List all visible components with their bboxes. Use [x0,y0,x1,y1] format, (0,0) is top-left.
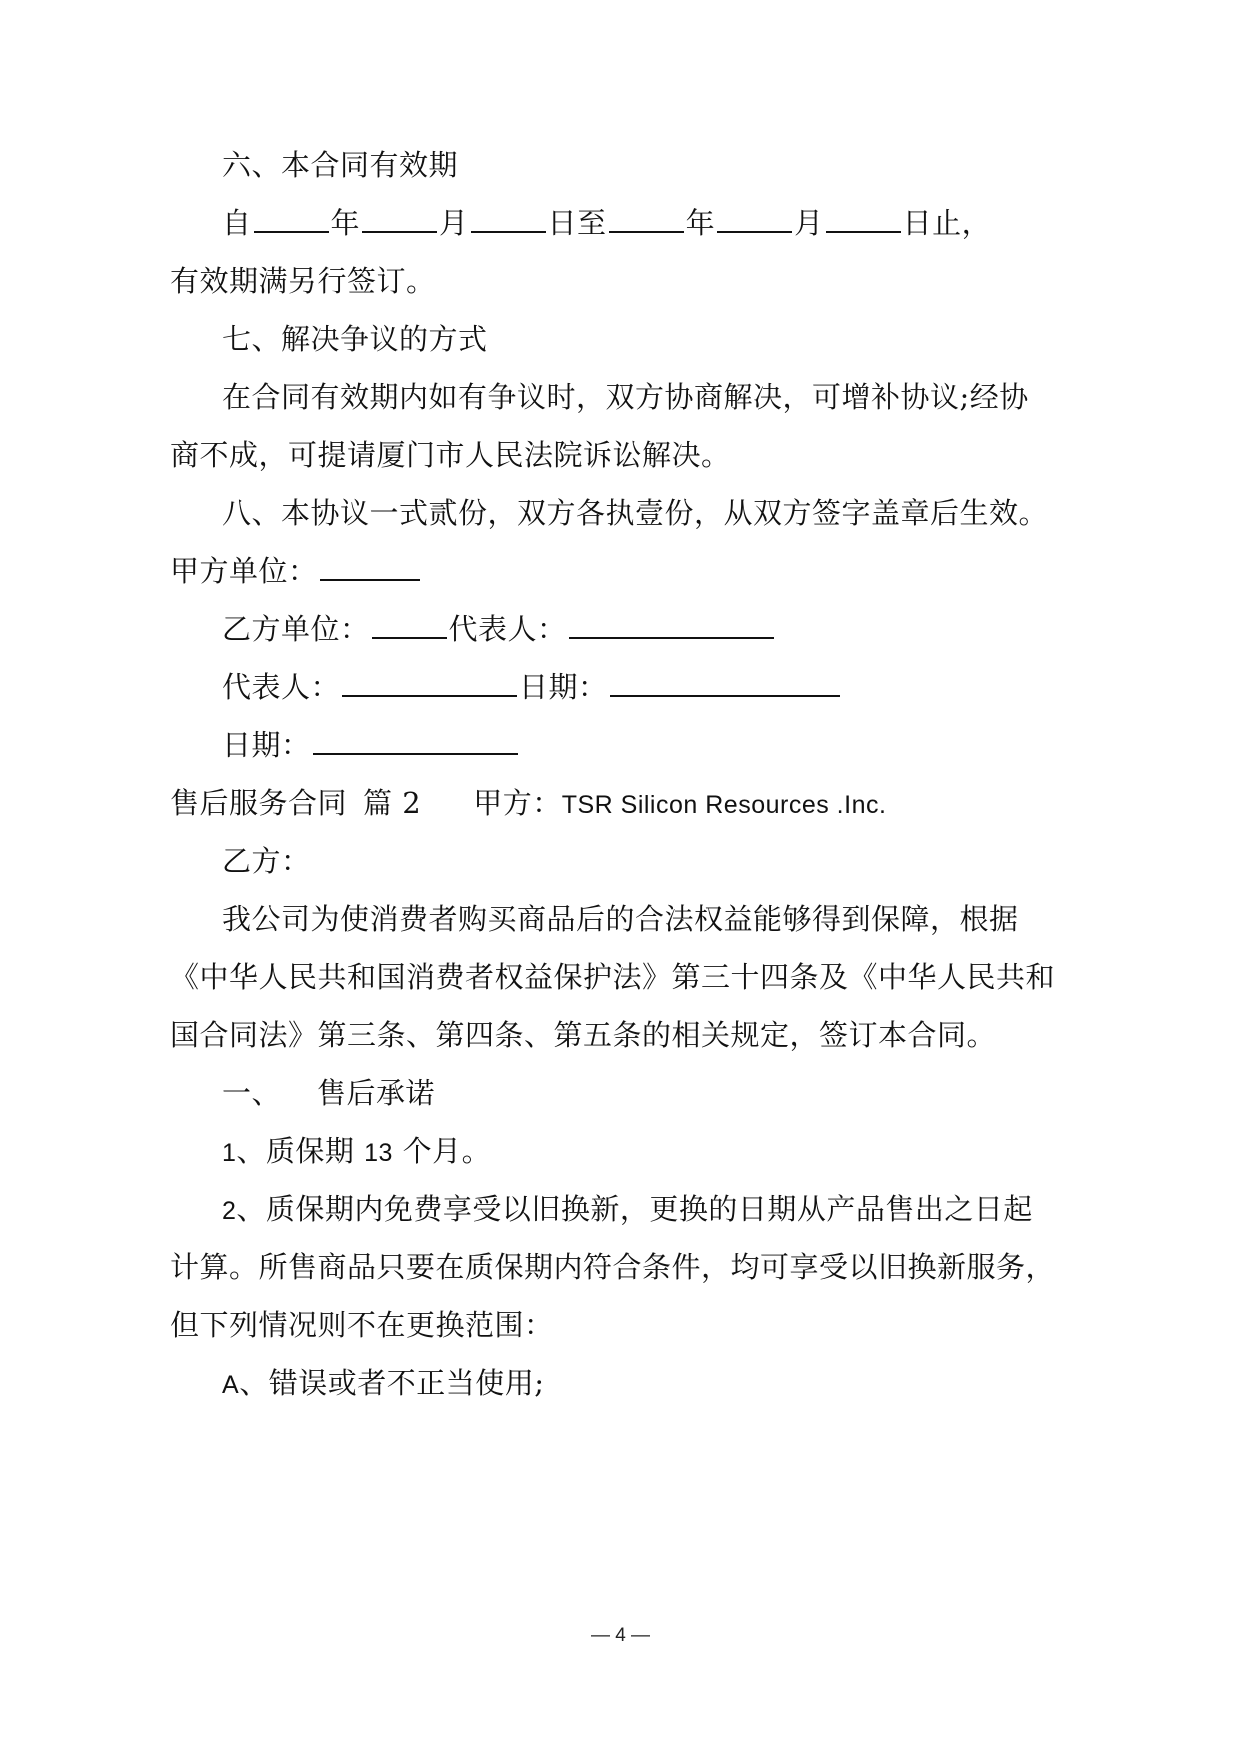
date-line [222,726,520,764]
section-1-number: 一、 [222,1076,282,1110]
representative-label: 代表人： [448,612,567,646]
representative-blank [342,671,517,697]
day-end-label: 日止， [902,206,992,240]
date-label: 日期： [519,670,608,704]
party-b-label: 乙方： [222,844,311,878]
section-7-text-line-1: 在合同有效期内如有争议时，双方协商解决，可增补协议;经协 [222,380,1029,414]
end-month-blank [717,207,792,233]
section-8-text: 八、本协议一式贰份，双方各执壹份，从双方签字盖章后生效。 [222,496,1049,530]
contract-2-title: 售后服务合同 [170,786,348,820]
item-a [222,1364,544,1404]
contract-term-line [222,204,991,242]
start-year-blank [254,207,329,233]
year-label: 年 [330,206,361,240]
start-day-blank [471,207,546,233]
item-2-line-2: 计算。所售商品只要在质保期内符合条件，均可享受以旧换新服务， [170,1250,1056,1284]
term-prefix: 自 [222,206,252,240]
section-1-heading [222,1074,435,1112]
party-b-unit-blank [372,613,447,639]
intro-line-1: 我公司为使消费者购买商品后的合法权益能够得到保障，根据 [222,902,1019,936]
representative-date-line [222,668,842,706]
party-a-label: 甲方： [473,786,562,820]
section-7-heading: 七、解决争议的方式 [222,322,488,356]
date-blank [313,729,518,755]
month-label: 月 [794,206,824,240]
day-to-label: 日至 [547,206,607,240]
representative-label: 代表人： [222,670,341,704]
intro-line-2: 《中华人民共和国消费者权益保护法》第三十四条及《中华人民共和 [170,960,1056,994]
term-continuation: 有效期满另行签订。 [170,264,436,298]
month-label: 月 [439,206,469,240]
end-year-blank [609,207,684,233]
section-7-text-line-2: 商不成，可提请厦门市人民法院诉讼解决。 [170,438,731,472]
item-2-text: 、质保期内免费享受以旧换新，更换的日期从产品售出之日起 [236,1192,1033,1226]
party-a-name: TSR Silicon Resources .Inc. [561,791,887,819]
item-a-text: 、错误或者不正当使用; [239,1366,545,1400]
party-a-unit-line [170,552,422,590]
contract-2-title-line [170,784,886,824]
item-1 [222,1132,491,1172]
page-number: — 4 — [590,1625,651,1646]
end-day-blank [826,207,901,233]
item-1-number: 1 [222,1139,237,1167]
item-1-suffix: 个月。 [402,1134,492,1168]
start-month-blank [362,207,437,233]
section-1-title: 售后承诺 [317,1076,436,1110]
item-2-number: 2 [222,1197,237,1225]
party-b-unit-label: 乙方单位： [222,612,370,646]
party-a-unit-blank [320,555,420,581]
party-b-unit-line [222,610,776,648]
section-6-heading: 六、本合同有效期 [222,148,459,182]
date-label: 日期： [222,728,311,762]
intro-line-3: 国合同法》第三条、第四条、第五条的相关规定，签订本合同。 [170,1018,997,1052]
representative-blank [569,613,774,639]
item-1-text: 、质保期 [236,1134,355,1168]
year-label: 年 [685,206,716,240]
date-blank [610,671,840,697]
item-2-line-3: 但下列情况则不在更换范围： [170,1308,554,1342]
item-a-letter: A [222,1371,240,1399]
item-2-line-1 [222,1190,1033,1230]
party-a-unit-label: 甲方单位： [170,554,318,588]
contract-2-piece: 篇 2 [363,786,422,820]
item-1-value: 13 [364,1139,393,1167]
